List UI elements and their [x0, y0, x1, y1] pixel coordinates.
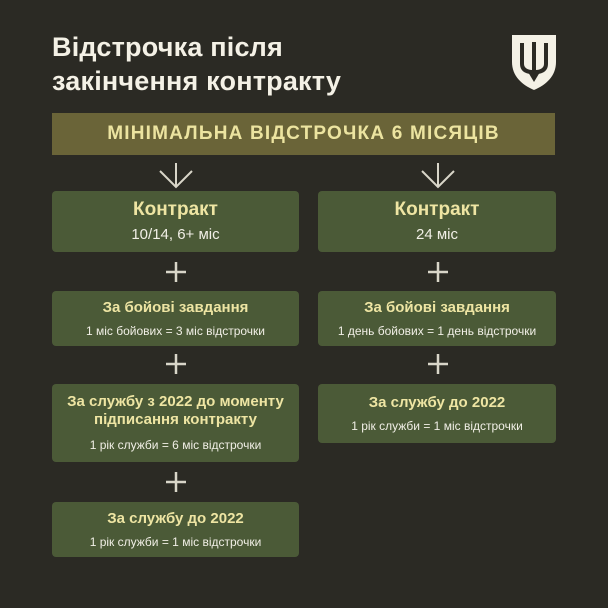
right-contract-box [318, 191, 556, 252]
left-contract-title: Контракт [133, 198, 218, 220]
right-combat-title: За бойові завдання [364, 298, 510, 316]
plus-icon [165, 471, 187, 493]
left-service-until-2022-subtitle: 1 рік служби = 1 міс відстрочки [89, 534, 262, 549]
page-title [52, 30, 452, 98]
left-combat-box [52, 291, 299, 346]
arrow-down-icon-left [158, 163, 194, 189]
left-service-until-2022-box [52, 502, 299, 557]
trident-shield-icon [506, 32, 562, 92]
left-combat-title: За бойові завдання [102, 298, 249, 316]
right-combat-box [318, 291, 556, 346]
left-service-since-2022-title-line-2: підписання контракту [94, 411, 257, 428]
right-service-until-2022-title: За службу до 2022 [368, 393, 506, 411]
title-line-1: Відстрочка після [52, 32, 283, 62]
arrow-down-icon-right [420, 163, 456, 189]
right-combat-subtitle: 1 день бойових = 1 день відстрочки [337, 323, 537, 338]
left-service-since-2022-subtitle: 1 рік служби = 6 міс відстрочки [89, 438, 262, 452]
minimum-deferral-banner: МІНІМАЛЬНА ВІДСТРОЧКА 6 МІСЯЦІВ [52, 113, 555, 155]
left-service-since-2022-title-line-1: За службу з 2022 до моменту [67, 393, 284, 410]
plus-icon [165, 353, 187, 375]
right-service-until-2022-subtitle: 1 рік служби = 1 міс відстрочки [351, 418, 523, 433]
left-contract-subtitle: 10/14, 6+ міс [131, 225, 220, 243]
plus-icon [165, 261, 187, 283]
left-combat-subtitle: 1 міс бойових = 3 міс відстрочки [85, 323, 266, 338]
right-contract-title: Контракт [394, 198, 480, 220]
left-service-since-2022-box [52, 384, 299, 462]
left-contract-box [52, 191, 299, 252]
plus-icon [427, 353, 449, 375]
right-contract-subtitle: 24 міс [416, 225, 458, 243]
plus-icon [427, 261, 449, 283]
title-line-2: закінчення контракту [52, 66, 342, 96]
left-service-until-2022-title: За службу до 2022 [107, 509, 244, 527]
right-service-until-2022-box [318, 384, 556, 443]
